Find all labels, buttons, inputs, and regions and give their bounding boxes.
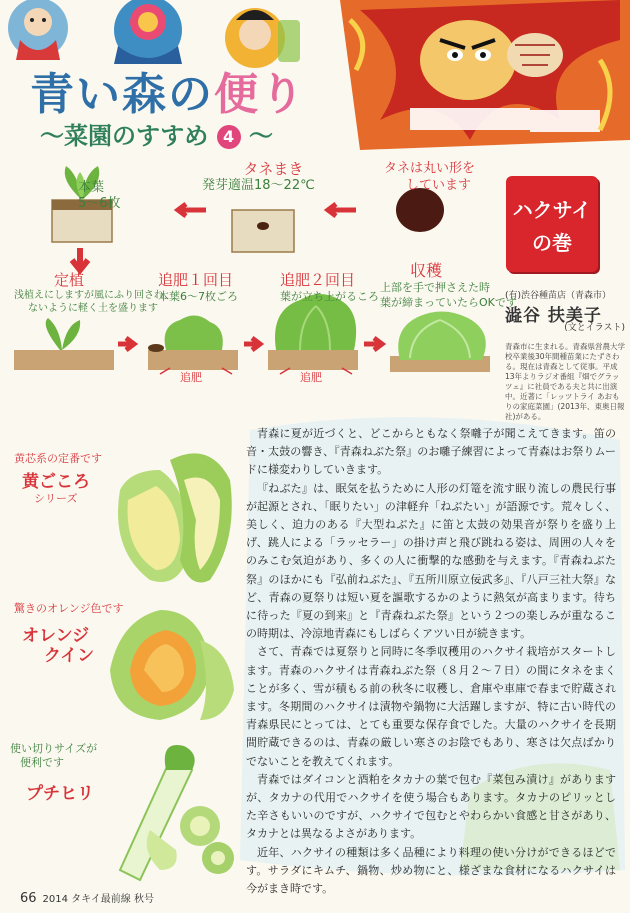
badge-line2: の巻 <box>532 231 572 255</box>
planting-line2: ないように軽く土を盛ります <box>28 303 158 314</box>
article-paragraph: 『ねぶた』は、眠気を払うために人形の灯篭を流す眠り流しの農民行事が起源とされ、「眠りたい」の津軽弁「ねぶたい」が語源です。荒々しく、美しく、迫力のある『大型ねぶた』に笛と太鼓の効果音が祭りを盛り上げ、跳人による「ラッセラー」の掛け声と飛び跳ねる姿は、周囲の人々をのみこむ気迫があり、多くの人に衝撃的な感動を与えます。『青森ねぶた祭』のほかにも『弘前ねぶた』、『五所川原立佞武多』、『八戸三社大祭』など、青森の夏祭りは短い夏を謳歌するかのように熱気が高まります。待ちに待った『夏の到来』と『青森ねぶた祭』という２つの楽しみが重なるこの時期は、冷涼地青森にもしばらくアツい日が続きます。 <box>246 481 616 641</box>
arrow-right-icon <box>244 338 260 350</box>
variety-2-label: 驚きのオレンジ色です <box>14 602 124 615</box>
subtitle-tilde: 〜 <box>248 122 273 150</box>
article-paragraph: 青森ではダイコンと酒粕をタカナの葉で包む『菜包み漬け』がありますが、タカナの代用でハクサイを使う場合もあります。タカナのピリッとした辛さもいいのですが、ハクサイで包むとやわらかい食感と甘さがあり、タカナとは異なるよさがあります。 <box>246 772 616 841</box>
chinese-cabbage-badge <box>506 176 598 272</box>
cabbage-mini-illustration <box>100 740 240 890</box>
author-block <box>505 290 625 422</box>
arrow-right-icon <box>118 338 134 350</box>
variety-1 <box>14 452 102 506</box>
title-part-blue: 青い森の <box>30 69 214 120</box>
fertilize2-detail: 葉が立ち上がるころ <box>280 290 379 303</box>
fertilize2-label <box>280 271 379 304</box>
nebuta-figure-left-2 <box>114 0 182 64</box>
harvest-label <box>380 262 517 310</box>
series-number-badge: 4 <box>217 125 241 149</box>
sowing-cup-icon <box>232 210 294 252</box>
variety-2-name: オレンジ <box>22 626 90 646</box>
variety-3-label-line2: 便利です <box>20 756 64 769</box>
fertilize1-detail: 本葉6〜7枚ごろ <box>158 290 238 303</box>
true-leaf-line1: 本葉 <box>78 180 105 195</box>
arrow-down-icon <box>72 248 88 270</box>
arrow-left-icon <box>328 204 356 216</box>
harvest-title: 収穫 <box>410 261 443 280</box>
seed-icon <box>396 188 444 232</box>
fertilize1-label <box>158 271 238 304</box>
subtitle-text: 〜菜園のすすめ <box>40 122 209 150</box>
author-name: 澁谷 扶美子 <box>505 306 602 326</box>
sowing-label <box>202 160 315 193</box>
arrow-right-icon <box>364 338 382 350</box>
planting-stage <box>14 318 114 370</box>
fertilize-2-stage <box>268 294 358 370</box>
variety-3-name: プチヒリ <box>26 784 94 804</box>
harvest-stage <box>390 311 490 372</box>
author-bio: 青森市に生まれる。青森県営農大学校卒業後30年間種苗業にたずさわる。現在は青森として従事。平成13年よりラジオ番組『畑でグラッツェ』に社員である夫と共に出演中。近著に「レッツトライ あおもりの家庭菜園」(2013年、東奥日報社)がある。 <box>505 342 625 421</box>
author-credit: (文とイラスト) <box>564 323 625 333</box>
cabbage-yellow-heart-illustration <box>100 430 240 590</box>
sowing-temp: 発芽適温18〜22℃ <box>202 178 315 193</box>
title-part-pink: 便り <box>214 69 306 120</box>
true-leaf-line2: 5〜6枚 <box>78 196 121 211</box>
harvest-line1: 上部を手で押さえた時 <box>380 281 490 294</box>
sowing-title: タネまき <box>243 160 304 178</box>
variety-2-name-2: クイン <box>44 646 95 666</box>
badge-line1: ハクサイ <box>512 198 592 222</box>
article-paragraph: 青森に夏が近づくと、どこからともなく祭囃子が聞こえてきます。笛の音・太鼓の響き、『青森ねぶた祭』のお囃子練習によって青森はお祭りムードに様変わりしていきます。 <box>246 427 616 477</box>
true-leaf-label <box>78 180 121 212</box>
variety-1-label: 黄芯系の定番です <box>14 452 102 465</box>
article-paragraph: 近年、ハクサイの種類は多く品種により料理の使い分けができるほどです。サラダにキムチ、鍋物、炒め物にと、様ざまな食材になるハクサイは今がまき時です。 <box>246 845 616 896</box>
seed-note-line2: しています <box>406 178 472 193</box>
issue-name: 2014 タキイ最前線 秋号 <box>42 894 154 905</box>
variety-3-label-line1: 使い切りサイズが <box>10 742 98 755</box>
fertilize-1-stage <box>148 315 238 370</box>
page-number: 66 <box>20 891 37 906</box>
fertilizer-label-1: 追肥 <box>180 371 202 384</box>
cabbage-orange-illustration <box>100 580 240 730</box>
article-body <box>246 425 616 898</box>
page-subtitle <box>40 116 273 151</box>
fertilize1-title: 追肥１回目 <box>158 271 234 289</box>
page-title <box>30 58 306 122</box>
fertilize2-title: 追肥２回目 <box>280 271 356 289</box>
article-paragraph: さて、青森では夏祭りと同時に冬季収穫用のハクサイ栽培がスタートします。青森のハクサイは青森ねぶた祭（８月２〜７日）の間にタネをまくことが多く、雪が積もる前の秋冬に収穫し、倉庫や車庫で春まで貯蔵されます。冬期間のハクサイは漬物や鍋物に大活躍しますが、特に古い時代の青森県民にとっては、とても重要な保存食でした。大量のハクサイを長期間貯蔵できるのは、青森の厳しい寒さのお陰でもあり、寒さは欠点ばかりでないことを教えてくれます。 <box>246 645 616 768</box>
planting-line1: 浅植えにしますが風にふり回され <box>14 290 164 301</box>
variety-1-name: 黄ごころ <box>22 472 90 492</box>
harvest-line2: 葉が締まっていたらOKです <box>380 296 517 309</box>
seed-note <box>384 160 475 194</box>
variety-3 <box>10 742 97 804</box>
arrow-left-icon <box>178 204 206 216</box>
fertilizer-label-2: 追肥 <box>300 371 322 384</box>
page-footer <box>20 890 154 906</box>
nebuta-warrior-right <box>340 0 630 150</box>
author-company: (有)渋谷種苗店（青森市） <box>505 291 612 301</box>
seed-note-line1: タネは丸い形を <box>384 161 476 176</box>
variety-1-series: シリーズ <box>34 492 78 505</box>
planting-label <box>14 271 164 315</box>
planting-title: 定植 <box>54 271 85 289</box>
